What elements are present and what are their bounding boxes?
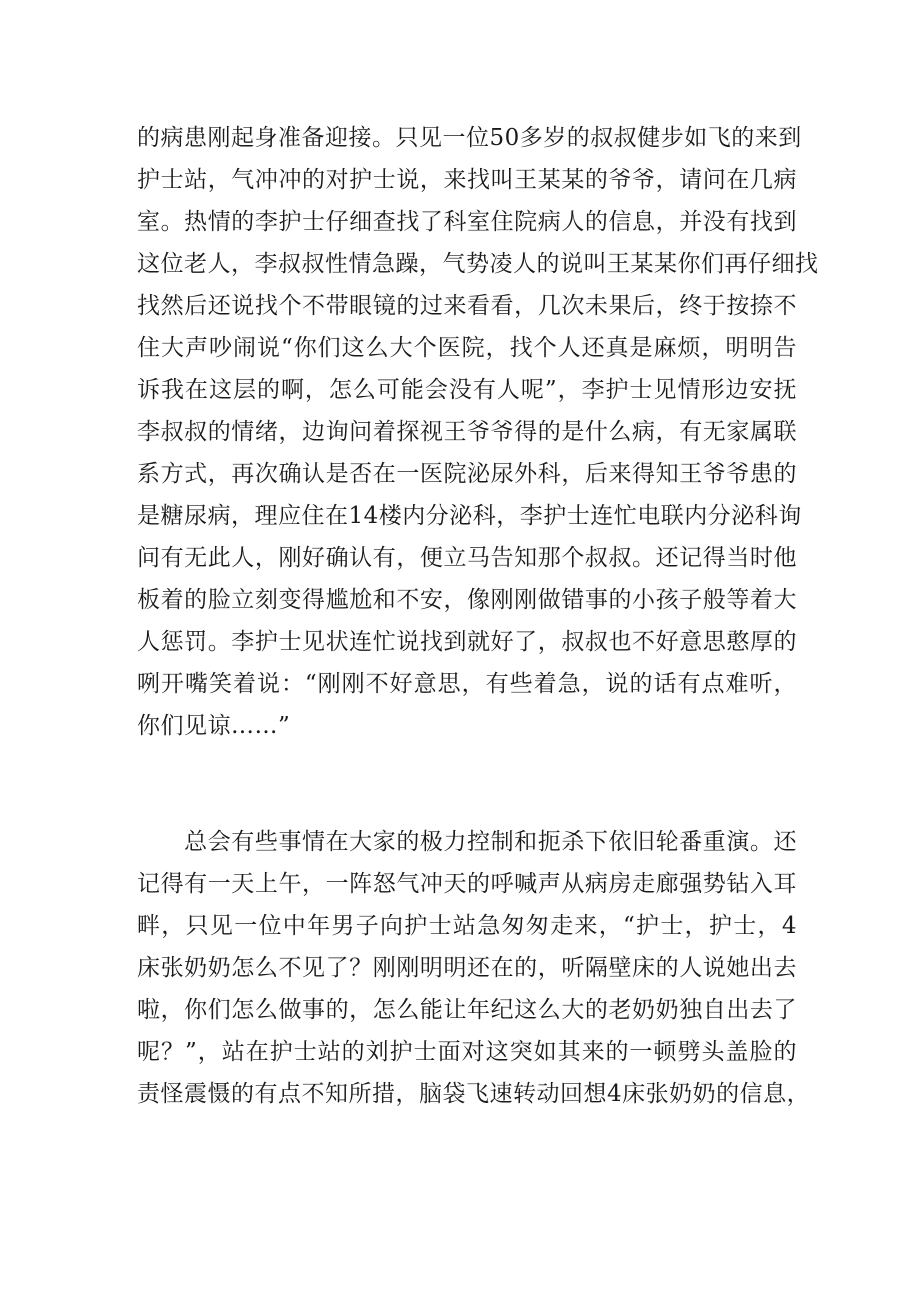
paragraph-2 <box>137 821 811 1115</box>
text-line: 记得有一天上午，一阵怒气冲天的呼喊声从病房走廊强势钻入耳 <box>137 871 797 897</box>
text-line: 诉我在这层的啊，怎么可能会没有人呢”，李护士见情形边安抚 <box>137 377 797 403</box>
text-line: 人惩罚。李护士见状连忙说找到就好了，叔叔也不好意思憨厚的 <box>137 629 797 655</box>
text-line-last: 你们见谅……” <box>137 713 291 739</box>
text-line: 板着的脸立刻变得尴尬和不安，像刚刚做错事的小孩子般等着大 <box>137 587 797 613</box>
text-line: 护士站，气冲冲的对护士说，来找叫王某某的爷爷，请问在几病 <box>137 167 797 193</box>
text-line: 住大声吵闹说“你们这么大个医院，找个人还真是麻烦，明明告 <box>137 335 797 361</box>
text-line: 畔，只见一位中年男子向护士站急匆匆走来，“护士，护士，4 <box>137 913 797 939</box>
text-line: 咧开嘴笑着说：“刚刚不好意思，有些着急，说的话有点难听， <box>137 671 797 697</box>
text-line: 总会有些事情在大家的极力控制和扼杀下依旧轮番重演。还 <box>137 829 797 855</box>
text-line: 问有无此人，刚好确认有，便立马告知那个叔叔。还记得当时他 <box>137 545 797 571</box>
text-line: 室。热情的李护士仔细查找了科室住院病人的信息，并没有找到 <box>137 209 797 235</box>
text-line: 是糖尿病，理应住在14楼内分泌科，李护士连忙电联内分泌科询 <box>137 503 802 529</box>
text-line: 啦，你们怎么做事的，怎么能让年纪这么大的老奶奶独自出去了 <box>137 997 797 1023</box>
text-line: 这位老人，李叔叔性情急躁，气势凌人的说叫王某某你们再仔细找 <box>137 251 819 277</box>
text-line: 呢？”，站在护士站的刘护士面对这突如其来的一顿劈头盖脸的 <box>137 1039 797 1065</box>
text-line: 责怪震慑的有点不知所措，脑袋飞速转动回想4床张奶奶的信息， <box>137 1081 811 1107</box>
text-line: 李叔叔的情绪，边询问着探视王爷爷得的是什么病，有无家属联 <box>137 419 797 445</box>
text-line: 找然后还说找个不带眼镜的过来看看，几次未果后，终于按捺不 <box>137 293 797 319</box>
text-line: 系方式，再次确认是否在一医院泌尿外科，后来得知王爷爷患的 <box>137 461 797 487</box>
text-line: 的病患刚起身准备迎接。只见一位50多岁的叔叔健步如飞的来到 <box>137 125 802 151</box>
text-line: 床张奶奶怎么不见了？刚刚明明还在的，听隔壁床的人说她出去 <box>137 955 797 981</box>
paragraph-1 <box>137 117 819 747</box>
